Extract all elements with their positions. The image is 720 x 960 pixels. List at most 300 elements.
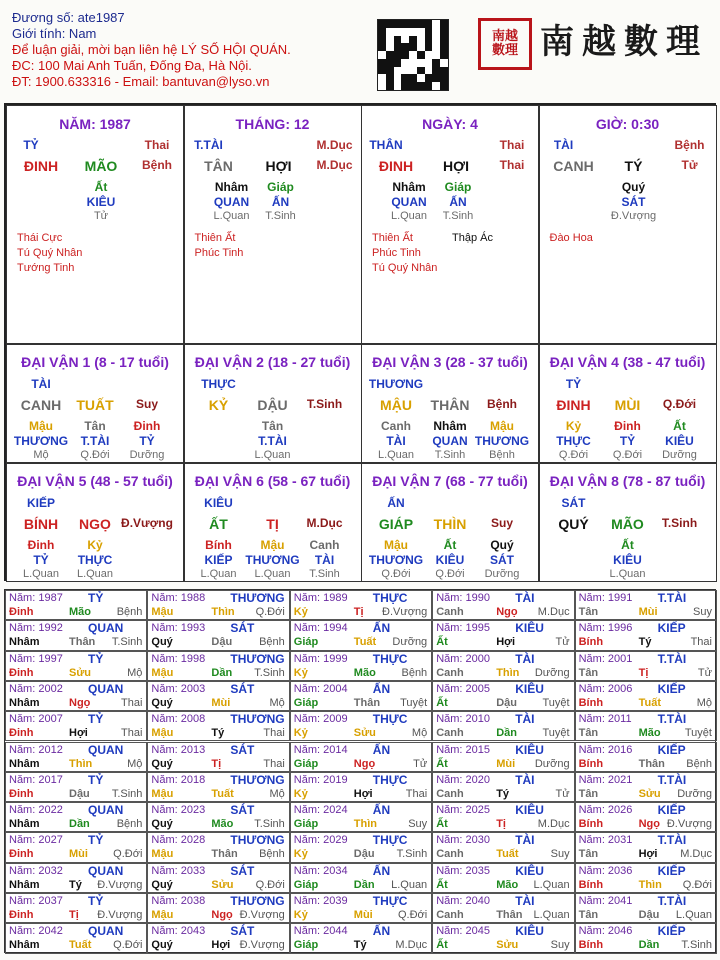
hidden-state: Q.Đới xyxy=(80,449,110,461)
qr-module xyxy=(401,28,409,36)
dai-van-7 xyxy=(361,463,539,582)
qr-module xyxy=(417,20,425,28)
qr-module xyxy=(432,82,440,90)
year-label: Năm: 1991 xyxy=(578,592,633,604)
year-state: T.Sinh xyxy=(254,818,285,831)
qr-module xyxy=(409,36,417,44)
address-line: ĐC: 100 Mai Anh Tuấn, Đống Đa, Hà Nội. xyxy=(12,58,252,73)
red-seal-stamp: 南越 數理 xyxy=(478,18,532,70)
year-god: ẤN xyxy=(372,742,391,757)
branch-state: Tử xyxy=(681,158,698,172)
year-stem: Canh xyxy=(436,787,464,800)
year-cell xyxy=(432,651,574,681)
year-branch: Mùi xyxy=(496,757,516,770)
earthly-branch: TỊ xyxy=(266,516,279,532)
year-state: Bệnh xyxy=(259,848,285,861)
qr-module xyxy=(409,59,417,67)
hidden-state: Tử xyxy=(93,210,109,222)
year-cell xyxy=(290,590,432,620)
year-god: THƯƠNG xyxy=(230,833,285,848)
year-state: Đ.Vượng xyxy=(382,606,428,618)
year-cell xyxy=(432,832,574,862)
year-cell xyxy=(432,742,574,772)
pillar-title: NGÀY: 4 xyxy=(422,116,478,132)
year-stem: Quý xyxy=(151,939,173,952)
pillar-4 xyxy=(539,105,717,344)
year-branch: Tý xyxy=(211,727,225,740)
year-stem: Mậu xyxy=(151,909,174,921)
heavenly-stem: ẤT xyxy=(209,516,228,532)
year-label: Năm: 2046 xyxy=(578,925,633,938)
dai-van-title: ĐẠI VẬN 6 (58 - 67 tuổi) xyxy=(194,473,351,489)
year-label: Năm: 2038 xyxy=(151,895,206,907)
year-god: QUAN xyxy=(88,924,124,939)
year-branch: Dần xyxy=(638,939,660,952)
year-stem: Mậu xyxy=(151,787,174,800)
year-branch: Dần xyxy=(211,666,233,679)
year-god: THỰC xyxy=(372,651,408,666)
year-label: Năm: 2032 xyxy=(9,864,63,877)
year-state: Mộ xyxy=(127,666,143,679)
qr-module xyxy=(378,67,386,75)
stem-state: Thai xyxy=(144,138,170,152)
year-label: Năm: 2041 xyxy=(578,895,633,907)
hidden-god: T.TÀI xyxy=(258,434,287,448)
shen-sha-star: Tú Quý Nhân xyxy=(17,247,83,259)
year-state: Bệnh xyxy=(401,666,428,679)
qr-module xyxy=(432,74,440,82)
year-label: Năm: 2034 xyxy=(293,864,348,877)
year-label: Năm: 2011 xyxy=(578,713,632,726)
qr-module xyxy=(401,59,409,67)
hidden-god: THƯƠNG xyxy=(245,553,300,567)
year-label: Năm: 2021 xyxy=(578,773,633,786)
year-cell xyxy=(575,923,717,953)
qr-module xyxy=(378,51,386,59)
year-god: THỰC xyxy=(372,591,408,605)
year-stem: Canh xyxy=(436,727,464,740)
year-cell xyxy=(147,802,289,832)
hidden-god: QUAN xyxy=(432,434,468,448)
qr-module xyxy=(394,67,402,75)
brand-logo: 南越數理 xyxy=(540,22,708,62)
hidden-stem: Mậu xyxy=(260,538,285,552)
year-stem: Kỷ xyxy=(293,606,308,618)
year-stem: Canh xyxy=(436,848,464,861)
hidden-state: Dưỡng xyxy=(484,568,520,580)
year-cell xyxy=(147,651,289,681)
dai-van-title: ĐẠI VẬN 2 (18 - 27 tuổi) xyxy=(194,354,351,370)
year-stem: Ất xyxy=(436,939,448,952)
qr-module xyxy=(440,67,448,75)
branch-state: T.Sinh xyxy=(661,516,698,530)
hidden-state: L.Quan xyxy=(254,449,291,461)
year-branch: Tuất xyxy=(211,787,234,800)
year-label: Năm: 2043 xyxy=(151,925,206,938)
year-label: Năm: 1989 xyxy=(293,592,348,604)
year-branch: Hợi xyxy=(211,939,231,952)
year-label: Năm: 1990 xyxy=(436,592,490,604)
year-stem: Kỷ xyxy=(293,909,308,921)
hidden-stem: Ất xyxy=(621,538,634,552)
qr-module xyxy=(440,51,448,59)
hidden-state: T.Sinh xyxy=(309,568,340,580)
year-branch: Tý xyxy=(496,787,510,800)
pillar-title: NĂM: 1987 xyxy=(59,116,131,132)
year-label: Năm: 2004 xyxy=(293,682,348,695)
dai-van-title: ĐẠI VẬN 1 (8 - 17 tuổi) xyxy=(21,354,169,370)
year-state: Đ.Vượng xyxy=(97,909,143,921)
qr-module xyxy=(432,43,440,51)
hidden-stem: Mậu xyxy=(384,538,408,552)
year-stem: Kỷ xyxy=(293,727,308,740)
year-god: KIÊU xyxy=(515,742,544,757)
qr-module xyxy=(440,43,448,51)
year-god: ẤN xyxy=(372,681,391,696)
year-cell xyxy=(290,681,432,711)
year-state: Tử xyxy=(555,787,570,800)
year-branch: Tý xyxy=(69,878,82,891)
year-branch: Thìn xyxy=(353,818,378,831)
year-state: Đ.Vượng xyxy=(239,909,285,921)
qr-module xyxy=(417,43,425,51)
year-god: TÀI xyxy=(515,833,535,848)
year-god: SÁT xyxy=(230,863,255,878)
dai-van-1 xyxy=(6,344,184,463)
year-cell xyxy=(575,802,717,832)
qr-module xyxy=(425,67,433,75)
qr-module xyxy=(425,74,433,82)
year-state: Tử xyxy=(555,636,570,649)
year-stem: Mậu xyxy=(151,848,174,861)
shen-sha-star: Thiên Ất xyxy=(372,232,413,244)
year-state: T.Sinh xyxy=(111,787,143,800)
year-stem: Đinh xyxy=(9,727,34,740)
year-stem: Ất xyxy=(436,636,448,649)
year-cell xyxy=(575,893,717,923)
hidden-god: TÀI xyxy=(386,434,406,448)
hidden-god: THỰC xyxy=(77,553,113,567)
hidden-god: THƯƠNG xyxy=(368,553,424,567)
year-label: Năm: 2001 xyxy=(578,652,633,665)
year-label: Năm: 2036 xyxy=(578,864,633,877)
qr-module xyxy=(378,36,386,44)
hidden-god: THƯƠNG xyxy=(474,434,530,448)
hidden-god: T.TÀI xyxy=(80,434,110,448)
year-branch: Thân xyxy=(638,757,665,770)
year-branch: Tị xyxy=(211,757,222,770)
hidden-god: TỶ xyxy=(619,434,636,448)
year-cell xyxy=(432,772,574,802)
branch-state: T.Sinh xyxy=(306,397,343,411)
earthly-branch: HỢI xyxy=(265,158,292,174)
year-stem: Tân xyxy=(578,848,599,861)
year-stem: Canh xyxy=(436,666,464,679)
year-cell xyxy=(5,681,147,711)
qr-module xyxy=(440,59,448,67)
year-god: QUAN xyxy=(88,621,124,636)
hidden-state: Bệnh xyxy=(489,449,515,461)
qr-module xyxy=(409,28,417,36)
year-god: KIÊU xyxy=(515,924,544,939)
year-cell xyxy=(147,772,289,802)
earthly-branch: MÙI xyxy=(614,397,641,413)
qr-module xyxy=(386,59,394,67)
year-god: T.TÀI xyxy=(657,772,687,787)
year-god: QUAN xyxy=(88,863,124,878)
heavenly-stem: ĐINH xyxy=(23,158,59,174)
heavenly-stem: ĐINH xyxy=(378,158,414,174)
hidden-god: TỶ xyxy=(139,434,155,448)
qr-module xyxy=(378,82,386,90)
year-label: Năm: 2013 xyxy=(151,743,206,756)
year-god: THƯƠNG xyxy=(230,772,285,787)
year-branch: Sửu xyxy=(69,666,92,679)
year-god: THƯƠNG xyxy=(230,591,285,605)
year-stem: Bính xyxy=(578,757,604,770)
year-god: KIÊU xyxy=(515,621,544,636)
qr-module xyxy=(432,20,440,28)
year-god: SÁT xyxy=(230,803,255,818)
year-cell xyxy=(290,893,432,923)
year-god: THƯƠNG xyxy=(230,712,285,727)
ten-god: ẤN xyxy=(387,496,405,510)
qr-module xyxy=(386,36,394,44)
year-branch: Ngọ xyxy=(211,909,233,921)
year-label: Năm: 2003 xyxy=(151,682,206,695)
shen-sha-star: Tướng Tinh xyxy=(17,262,75,274)
year-cell xyxy=(290,802,432,832)
year-stem: Đinh xyxy=(9,787,34,800)
earthly-branch: DẬU xyxy=(257,397,288,413)
year-god: TỶ xyxy=(88,833,104,848)
year-state: Q.Đới xyxy=(397,909,428,921)
qr-module xyxy=(432,28,440,36)
earthly-branch: NGỌ xyxy=(79,516,111,532)
stem-state: Thai xyxy=(499,138,525,152)
branch-state: M.Dục xyxy=(306,516,343,530)
year-branch: Thân xyxy=(353,696,381,709)
year-label: Năm: 2020 xyxy=(436,773,490,786)
year-state: Thai xyxy=(120,727,143,740)
year-label: Năm: 2007 xyxy=(9,713,63,726)
branch-state: Bệnh xyxy=(487,397,517,411)
year-cell xyxy=(147,893,289,923)
year-label: Năm: 2035 xyxy=(436,864,490,877)
year-label: Năm: 2031 xyxy=(578,834,633,847)
year-label: Năm: 2025 xyxy=(436,804,490,817)
year-label: Năm: 2014 xyxy=(293,743,348,756)
year-god: SÁT xyxy=(230,681,255,696)
year-state: Dưỡng xyxy=(677,787,712,800)
year-cell xyxy=(290,742,432,772)
year-branch: Sửu xyxy=(211,878,234,891)
year-stem: Quý xyxy=(151,757,173,770)
shen-sha-star: Thập Ác xyxy=(452,232,493,244)
year-cell xyxy=(147,681,289,711)
branch-state: Bệnh xyxy=(142,158,172,172)
shen-sha-star: Phúc Tinh xyxy=(194,247,244,259)
year-branch: Thân xyxy=(496,909,523,921)
qr-module xyxy=(386,82,394,90)
year-branch: Sửu xyxy=(353,727,376,740)
year-stem: Quý xyxy=(151,636,173,649)
hidden-stem: Tân xyxy=(84,419,106,433)
qr-module xyxy=(417,51,425,59)
qr-module xyxy=(432,36,440,44)
year-branch: Dần xyxy=(496,727,517,740)
heavenly-stem: CANH xyxy=(20,397,62,413)
qr-module xyxy=(417,74,425,82)
dai-van-title: ĐẠI VẬN 4 (38 - 47 tuổi) xyxy=(549,354,706,370)
year-god: TỶ xyxy=(88,712,104,727)
year-branch: Ngọ xyxy=(353,757,376,770)
year-label: Năm: 2009 xyxy=(293,713,348,726)
year-cell xyxy=(290,711,432,741)
year-cell xyxy=(575,772,717,802)
year-label: Năm: 2018 xyxy=(151,773,206,786)
hidden-stem: Nhâm xyxy=(392,180,426,194)
year-state: Tuyệt xyxy=(542,727,570,740)
year-label: Năm: 2026 xyxy=(578,804,633,817)
hidden-god: KIÊU xyxy=(613,553,642,567)
earthly-branch: THÂN xyxy=(430,397,470,413)
year-cell xyxy=(432,802,574,832)
qr-module xyxy=(401,67,409,75)
hidden-stem: Tân xyxy=(261,419,284,433)
year-god: SÁT xyxy=(230,924,255,939)
hidden-state: T.Sinh xyxy=(442,210,474,222)
year-god: TÀI xyxy=(515,712,535,727)
shen-sha-star: Thiên Ất xyxy=(194,232,236,244)
qr-module xyxy=(425,20,433,28)
year-cell xyxy=(575,863,717,893)
year-cell xyxy=(147,590,289,620)
year-state: Đ.Vượng xyxy=(239,939,285,952)
earthly-branch: MÃO xyxy=(84,158,118,174)
year-label: Năm: 2030 xyxy=(436,834,490,847)
branch-state: Suy xyxy=(135,397,159,411)
qr-module xyxy=(386,43,394,51)
year-stem: Quý xyxy=(151,696,173,709)
year-label: Năm: 1987 xyxy=(9,592,63,604)
hidden-stem: Quý xyxy=(621,180,646,194)
year-cell xyxy=(5,742,147,772)
year-state: Suy xyxy=(408,818,428,831)
year-branch: Tuất xyxy=(638,696,661,709)
year-stem: Nhâm xyxy=(9,757,40,770)
branch-state: Q.Đới xyxy=(662,397,697,411)
ten-god: TỶ xyxy=(565,377,582,391)
header-info xyxy=(12,10,291,90)
year-cell xyxy=(5,923,147,953)
qr-module xyxy=(401,51,409,59)
year-label: Năm: 2005 xyxy=(436,682,490,695)
shen-sha-star: Tú Quý Nhân xyxy=(372,262,438,274)
qr-module xyxy=(386,51,394,59)
year-god: KIẾP xyxy=(657,863,686,878)
year-stem: Đinh xyxy=(9,666,34,679)
year-state: Dưỡng xyxy=(534,666,570,679)
year-branch: Hợi xyxy=(638,848,658,861)
year-state: Dưỡng xyxy=(392,636,428,649)
year-branch: Dậu xyxy=(211,636,233,649)
qr-code[interactable] xyxy=(377,19,449,91)
year-branch: Mùi xyxy=(638,606,658,618)
dai-van-8 xyxy=(539,463,717,582)
year-cell xyxy=(432,893,574,923)
hidden-state: Dưỡng xyxy=(662,449,697,461)
year-state: Bệnh xyxy=(686,757,712,770)
year-god: QUAN xyxy=(88,803,124,818)
year-branch: Tý xyxy=(638,636,652,649)
year-stem: Ất xyxy=(436,757,448,770)
hidden-state: Mộ xyxy=(33,449,49,461)
hidden-god: QUAN xyxy=(391,195,427,209)
hidden-state: L.Quan xyxy=(609,568,646,580)
year-stem: Nhâm xyxy=(9,696,40,709)
year-label: Năm: 2023 xyxy=(151,804,206,817)
year-label: Năm: 1988 xyxy=(151,592,206,604)
year-state: Mộ xyxy=(127,757,143,770)
year-branch: Thìn xyxy=(638,878,662,891)
year-state: M.Dục xyxy=(537,818,570,831)
year-cell xyxy=(290,651,432,681)
year-label: Năm: 1993 xyxy=(151,622,206,635)
heavenly-stem: ĐINH xyxy=(556,397,591,413)
year-cell xyxy=(147,863,289,893)
hidden-god: QUAN xyxy=(213,195,250,209)
qr-module xyxy=(417,59,425,67)
hidden-stem: Đinh xyxy=(614,419,641,433)
hidden-state: Q.Đới xyxy=(435,568,465,580)
year-state: Mộ xyxy=(411,727,428,740)
year-label: Năm: 2000 xyxy=(436,652,490,665)
hidden-stem: Ất xyxy=(673,419,686,433)
year-god: T.TÀI xyxy=(657,712,687,727)
hidden-state: Q.Đới xyxy=(612,449,643,461)
ten-god: SÁT xyxy=(561,496,586,510)
year-label: Năm: 1999 xyxy=(293,652,348,665)
year-branch: Tuất xyxy=(69,939,92,952)
year-state: T.Sinh xyxy=(254,666,285,679)
year-branch: Thân xyxy=(69,636,96,649)
year-stem: Ất xyxy=(436,818,448,831)
year-state: Thai xyxy=(690,636,712,649)
year-cell xyxy=(432,711,574,741)
shen-sha-star: Đào Hoa xyxy=(549,232,593,244)
heavenly-stem: BÍNH xyxy=(23,516,59,532)
year-cell xyxy=(5,711,147,741)
year-god: TỶ xyxy=(88,772,104,787)
hidden-state: T.Sinh xyxy=(434,449,466,461)
year-stem: Đinh xyxy=(9,848,34,861)
year-state: L.Quan xyxy=(533,909,570,921)
year-cell xyxy=(575,832,717,862)
year-label: Năm: 2040 xyxy=(436,895,490,907)
hidden-god: TÀI xyxy=(314,553,335,567)
ten-god: T.TÀI xyxy=(194,138,223,152)
year-god: KIẾP xyxy=(657,621,686,636)
year-cell xyxy=(432,863,574,893)
year-state: Thai xyxy=(263,757,285,770)
hidden-state: L.Quan xyxy=(200,568,237,580)
year-state: Q.Đới xyxy=(113,848,143,861)
qr-module xyxy=(401,43,409,51)
year-state: Tuyệt xyxy=(542,696,570,709)
earthly-branch: THÌN xyxy=(433,516,467,532)
year-stem: Kỷ xyxy=(293,848,308,861)
